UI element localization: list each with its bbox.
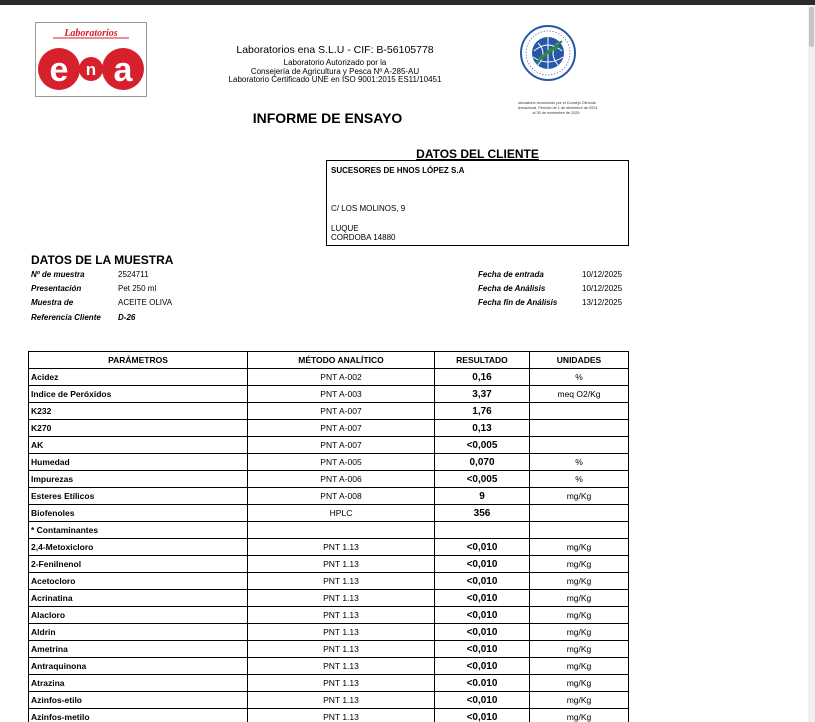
logo-top-text: Laboratorios <box>64 28 118 39</box>
table-row <box>29 539 629 556</box>
client-reference-label: Referencia Cliente <box>31 313 101 322</box>
seal-caption-2: Internacional. Periodo de 1 de diciembre de 2024 <box>518 106 598 110</box>
sample-date-fields <box>478 270 638 315</box>
result-cell: <0,010 <box>435 573 530 590</box>
method-cell: PNT 1.13 <box>248 692 435 709</box>
header-parameters: PARÁMETROS <box>29 352 248 369</box>
table-row <box>29 471 629 488</box>
table-row <box>29 403 629 420</box>
unit-cell <box>530 437 629 454</box>
result-cell: <0.010 <box>435 675 530 692</box>
analysis-end-date-value: 13/12/2025 <box>582 298 623 307</box>
consejeria-line: Consejería de Agricultura y Pesca Nº A-285-AU <box>250 66 420 76</box>
table-row <box>29 556 629 573</box>
table-row <box>29 641 629 658</box>
method-cell: PNT 1.13 <box>248 675 435 692</box>
parameter-cell: Esteres Etílicos <box>29 488 248 505</box>
parameter-cell: 2-Fenilnenol <box>29 556 248 573</box>
result-cell: <0,010 <box>435 692 530 709</box>
unit-cell: mg/Kg <box>530 658 629 675</box>
parameter-cell: Biofenoles <box>29 505 248 522</box>
analysis-end-date-label: Fecha fin de Análisis <box>478 298 558 307</box>
method-cell: PNT A-003 <box>248 386 435 403</box>
analysis-date-value: 10/12/2025 <box>582 284 623 293</box>
sample-of-label: Muestra de <box>31 298 74 307</box>
client-city-line-1: LUQUE <box>331 224 359 233</box>
results-body <box>29 369 629 722</box>
unit-cell: mg/Kg <box>530 675 629 692</box>
parameter-cell: Acidez <box>29 369 248 386</box>
table-row <box>29 607 629 624</box>
unit-cell: % <box>530 369 629 386</box>
table-row <box>29 488 629 505</box>
result-cell: <0,010 <box>435 590 530 607</box>
unit-cell <box>530 522 629 539</box>
logo-letter-e: e <box>49 51 69 89</box>
lab-logo <box>35 22 147 97</box>
parameter-cell: K270 <box>29 420 248 437</box>
table-row <box>29 369 629 386</box>
result-cell: 0,13 <box>435 420 530 437</box>
result-cell: 0,16 <box>435 369 530 386</box>
unit-cell: mg/Kg <box>530 539 629 556</box>
client-name: SUCESORES DE HNOS LÓPEZ S.A <box>331 166 465 175</box>
result-cell: <0,010 <box>435 641 530 658</box>
method-cell: PNT A-007 <box>248 403 435 420</box>
method-cell: PNT A-005 <box>248 454 435 471</box>
method-cell: PNT 1.13 <box>248 590 435 607</box>
result-cell: 9 <box>435 488 530 505</box>
presentation-value: Pet 250 ml <box>118 284 157 293</box>
company-line: Laboratorios ena S.L.U - CIF: B-56105778 <box>236 44 434 56</box>
result-cell: <0,005 <box>435 437 530 454</box>
unit-cell: mg/Kg <box>530 709 629 722</box>
unit-cell: mg/Kg <box>530 607 629 624</box>
parameter-cell: 2,4-Metoxicloro <box>29 539 248 556</box>
parameter-cell: AK <box>29 437 248 454</box>
table-row <box>29 420 629 437</box>
coi-seal-logo <box>518 21 610 121</box>
result-cell: <0,010 <box>435 556 530 573</box>
parameter-cell: Azinfos-etilo <box>29 692 248 709</box>
client-reference-value: D-26 <box>118 313 136 322</box>
entry-date-value: 10/12/2025 <box>582 270 623 279</box>
header-units: UNIDADES <box>530 352 629 369</box>
client-city <box>331 224 395 242</box>
result-cell: <0,010 <box>435 709 530 722</box>
logo-letter-a: a <box>113 51 133 89</box>
document-page[interactable] <box>0 5 808 722</box>
result-cell: <0,010 <box>435 624 530 641</box>
sample-number-label: Nº de muestra <box>31 270 85 279</box>
seal-caption-3: al 30 de noviembre de 2025 <box>532 111 580 115</box>
unit-cell: % <box>530 454 629 471</box>
unit-cell: mg/Kg <box>530 692 629 709</box>
method-cell: PNT 1.13 <box>248 539 435 556</box>
unit-cell: meq O2/Kg <box>530 386 629 403</box>
client-info-box <box>326 160 629 246</box>
parameter-cell: Azinfos-metilo <box>29 709 248 722</box>
result-cell: 356 <box>435 505 530 522</box>
unit-cell: mg/Kg <box>530 590 629 607</box>
result-cell: <0,010 <box>435 539 530 556</box>
parameter-cell: Aldrin <box>29 624 248 641</box>
method-cell: PNT 1.13 <box>248 641 435 658</box>
unit-cell <box>530 403 629 420</box>
report-title: INFORME DE ENSAYO <box>252 110 403 126</box>
table-row <box>29 505 629 522</box>
unit-cell: % <box>530 471 629 488</box>
seal-caption-1: Laboratorio reconocido por el Consejo Oleícola <box>518 101 596 105</box>
parameter-cell: Indice de Peróxidos <box>29 386 248 403</box>
method-cell: PNT 1.13 <box>248 573 435 590</box>
client-address: C/ LOS MOLINOS, 9 <box>331 204 406 213</box>
table-row <box>29 454 629 471</box>
table-row <box>29 573 629 590</box>
result-cell: 3,37 <box>435 386 530 403</box>
unit-cell: mg/Kg <box>530 556 629 573</box>
logo-letter-n: n <box>85 60 97 79</box>
parameter-cell: Acrinatina <box>29 590 248 607</box>
method-cell: PNT A-008 <box>248 488 435 505</box>
client-section-title: DATOS DEL CLIENTE <box>416 147 539 161</box>
table-row <box>29 624 629 641</box>
method-cell: PNT A-007 <box>248 437 435 454</box>
table-row <box>29 692 629 709</box>
unit-cell: mg/Kg <box>530 641 629 658</box>
parameter-cell: Humedad <box>29 454 248 471</box>
table-row <box>29 658 629 675</box>
table-row <box>29 709 629 722</box>
company-header <box>190 44 480 85</box>
result-cell: 0,070 <box>435 454 530 471</box>
authorization-line: Laboratorio Autorizado por la <box>283 58 387 67</box>
method-cell: PNT 1.13 <box>248 607 435 624</box>
result-cell: <0,010 <box>435 607 530 624</box>
method-cell: PNT 1.13 <box>248 709 435 722</box>
unit-cell: mg/Kg <box>530 624 629 641</box>
table-row <box>29 675 629 692</box>
client-city-line-2: CORDOBA 14880 <box>331 233 396 242</box>
sample-left-fields <box>31 270 291 330</box>
method-cell: PNT A-002 <box>248 369 435 386</box>
result-cell: <0,005 <box>435 471 530 488</box>
result-cell: 1,76 <box>435 403 530 420</box>
method-cell: PNT A-007 <box>248 420 435 437</box>
presentation-label: Presentación <box>31 284 82 293</box>
entry-date-label: Fecha de entrada <box>478 270 544 279</box>
sample-number-value: 2524711 <box>118 270 149 279</box>
analysis-date-label: Fecha de Análisis <box>478 284 546 293</box>
unit-cell <box>530 420 629 437</box>
header-method: MÉTODO ANALÍTICO <box>248 352 435 369</box>
parameter-cell: Acetocloro <box>29 573 248 590</box>
result-cell: <0,010 <box>435 658 530 675</box>
sample-of-value: ACEITE OLIVA <box>118 298 173 307</box>
method-cell: HPLC <box>248 505 435 522</box>
parameter-cell: Atrazina <box>29 675 248 692</box>
method-cell <box>248 522 435 539</box>
scrollbar-thumb[interactable] <box>809 7 814 47</box>
parameter-cell: Impurezas <box>29 471 248 488</box>
results-table <box>28 351 629 722</box>
parameter-cell: * Contaminantes <box>29 522 248 539</box>
method-cell: PNT 1.13 <box>248 624 435 641</box>
unit-cell: mg/Kg <box>530 488 629 505</box>
result-cell <box>435 522 530 539</box>
method-cell: PNT 1.13 <box>248 658 435 675</box>
header-result: RESULTADO <box>435 352 530 369</box>
table-row <box>29 522 629 539</box>
parameter-cell: K232 <box>29 403 248 420</box>
table-row <box>29 590 629 607</box>
vertical-scrollbar[interactable] <box>808 5 815 722</box>
unit-cell: mg/Kg <box>530 573 629 590</box>
method-cell: PNT A-006 <box>248 471 435 488</box>
table-row <box>29 437 629 454</box>
method-cell: PNT 1.13 <box>248 556 435 573</box>
parameter-cell: Antraquinona <box>29 658 248 675</box>
parameter-cell: Alacloro <box>29 607 248 624</box>
table-row <box>29 386 629 403</box>
sample-section-title: DATOS DE LA MUESTRA <box>31 253 174 267</box>
table-header-row <box>29 352 629 369</box>
parameter-cell: Ametrina <box>29 641 248 658</box>
unit-cell <box>530 505 629 522</box>
certification-line: Laboratorio Certificado UNE en ISO 9001:2015 ES11/10451 <box>228 75 442 84</box>
